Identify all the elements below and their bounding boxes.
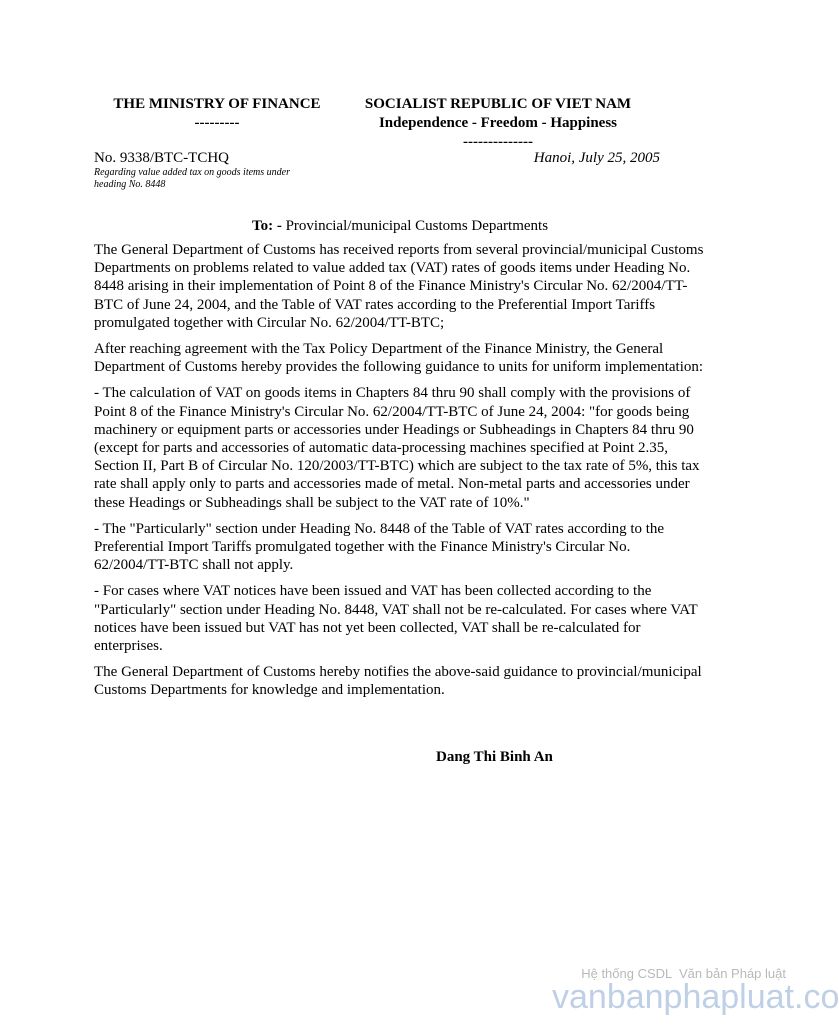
body-paragraph: The General Department of Customs hereby notifies the above-said guidance to provincial/municipal Customs Departments for knowledge and implementation. [94,664,702,699]
national-motto: Independence - Freedom - Happiness [378,115,618,131]
issuer-title: THE MINISTRY OF FINANCE [113,96,321,112]
document-body [94,241,706,708]
place-date: Hanoi, July 25, 2005 [533,150,660,166]
national-divider: -------------- [463,134,533,150]
watermark-caption: Hệ thống CSDL Văn bản Pháp luật [581,966,786,981]
body-paragraph: The General Department of Customs has received reports from several provincial/municipal Customs Departments on problems related to value added tax (VAT) rates of goods items under Heading No. 8448 arising in their implementation of Point 8 of the Finance Ministry's Circular No. 62/2004/TT-BTC of June 24, 2004, and the Table of VAT rates according to the Preferential Import Tariffs promulgated together with Circular No. 62/2004/TT-BTC; [94,242,704,331]
watermark-site: vanbanphapluat.co [552,978,839,1016]
recipient-line [94,218,706,235]
recipient-name: Provincial/municipal Customs Departments [285,218,549,234]
document-subject: Regarding value added tax on goods items under heading No. 8448 [94,167,290,190]
body-paragraph: - The "Particularly" section under Heading No. 8448 of the Table of VAT rates according to the Preferential Import Tariffs promulgated together with the Finance Ministry's Circular No. 62/2004/TT-BTC shall not apply. [94,520,665,574]
document-number: No. 9338/BTC-TCHQ [94,150,229,166]
national-title-block [348,95,648,152]
national-title: SOCIALIST REPUBLIC OF VIET NAM [364,96,632,112]
recipient-prefix: To: - [251,218,282,234]
issuer-divider: --------- [194,115,240,131]
body-paragraph: - For cases where VAT notices have been issued and VAT has been collected according to the "Particularly" section under Heading No. 8448, VAT shall not be re-calculated. For cases where VAT notices have been issued but VAT has not yet been collected, VAT shall be re-calculated for enterprises. [94,583,698,655]
body-paragraph: - The calculation of VAT on goods items in Chapters 84 thru 90 shall comply with the provisions of Point 8 of the Finance Ministry's Circular No. 62/2004/TT-BTC of June 24, 2004: "for goods being machinery or equipment parts or accessories under Headings or Subheadings in Chapters 84 thru 90 (except for parts and accessories of automatic data-processing machines specified at Point 2.35, Section II, Part B of Circular No. 120/2003/TT-BTC) which are subject to the tax rate of 5%, this tax rate shall apply only to parts and accessories made of metal. Non-metal parts and accessories under these Headings or Subheadings shall be subject to the VAT rate of 10%." [94,385,700,511]
signer-name: Dang Thi Binh An [436,749,553,765]
issuer-block [92,95,342,133]
body-paragraph: After reaching agreement with the Tax Policy Department of the Finance Ministry, the General Department of Customs hereby provides the following guidance to units for uniform implementation: [94,341,704,376]
